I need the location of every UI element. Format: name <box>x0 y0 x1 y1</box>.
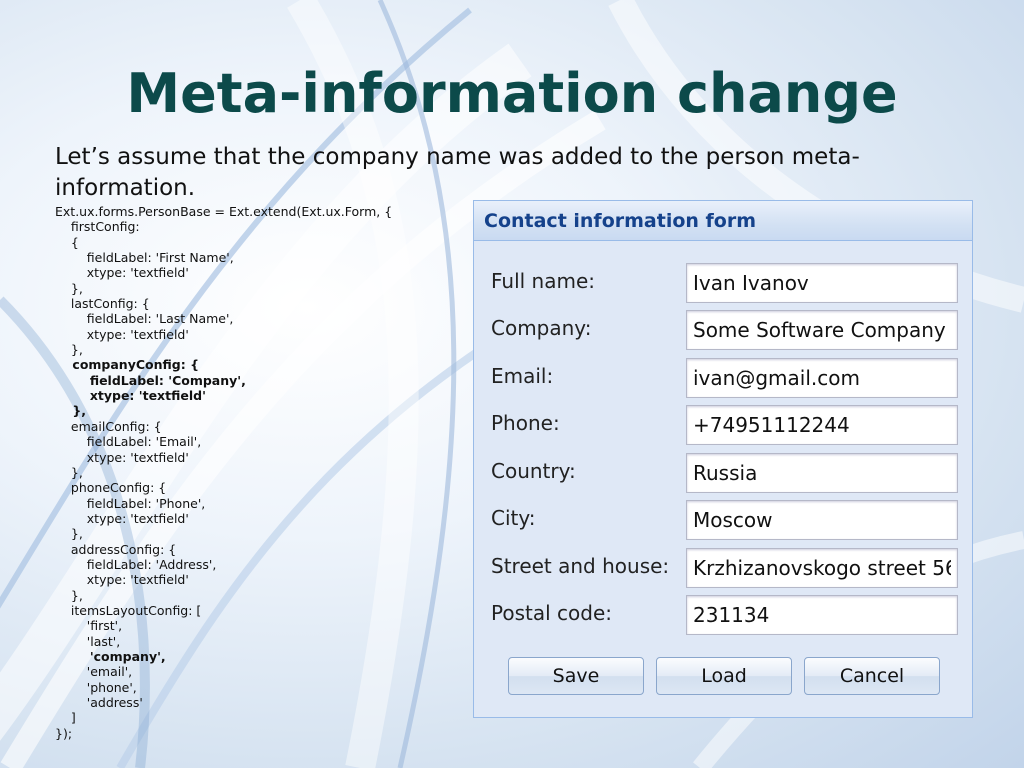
slide-subtitle: Let’s assume that the company name was added to the person meta-information. <box>55 144 860 201</box>
slide-title: Meta-information change <box>126 62 898 125</box>
code-line: 'address' <box>55 695 143 710</box>
code-line: 'company', <box>55 648 166 664</box>
code-line: xtype: 'textfield' <box>55 510 189 526</box>
company-field[interactable] <box>686 310 958 350</box>
code-line: fieldLabel: 'Address', <box>55 556 217 572</box>
code-line: xtype: 'textfield' <box>55 326 189 342</box>
code-line: emailConfig: { <box>55 418 162 434</box>
form-header <box>474 201 972 241</box>
code-line: }, <box>55 526 83 542</box>
field-label: Company: <box>491 316 592 340</box>
form-row-phone <box>474 405 974 445</box>
code-line: }, <box>55 464 83 480</box>
field-label: Street and house: <box>491 554 670 578</box>
form-row-city <box>474 500 974 540</box>
form-row-street <box>474 548 974 588</box>
street-and-house-field[interactable] <box>686 548 958 588</box>
field-label: Full name: <box>491 269 596 293</box>
field-label: Email: <box>491 364 554 388</box>
save-button[interactable]: Save <box>508 657 644 695</box>
form-row-postal-code <box>474 595 974 635</box>
code-line: 'phone', <box>55 679 137 695</box>
code-line: addressConfig: { <box>55 541 177 557</box>
code-line: Ext.ux.forms.PersonBase = Ext.extend(Ext.ux.Form, { <box>55 204 393 219</box>
field-label: Country: <box>491 459 576 483</box>
code-line: fieldLabel: 'Phone', <box>55 495 206 511</box>
code-line: itemsLayoutConfig: [ <box>55 602 202 618</box>
form-title: Contact information form <box>484 209 757 232</box>
code-line: lastConfig: { <box>55 296 150 312</box>
phone-field[interactable] <box>686 405 958 445</box>
postal-code-field[interactable] <box>686 595 958 635</box>
full-name-field[interactable] <box>686 263 958 303</box>
code-line: }, <box>55 280 83 296</box>
code-line: { <box>55 234 79 250</box>
code-line: 'first', <box>55 618 123 634</box>
code-line: 'email', <box>55 664 133 680</box>
form-row-country <box>474 453 974 493</box>
contact-form-window <box>473 200 973 718</box>
code-line: phoneConfig: { <box>55 480 167 496</box>
cancel-button[interactable]: Cancel <box>804 657 940 695</box>
form-row-full-name <box>474 263 974 303</box>
country-field[interactable] <box>686 453 958 493</box>
city-field[interactable] <box>686 500 958 540</box>
field-label: Phone: <box>491 411 560 435</box>
code-line: companyConfig: { <box>55 357 199 373</box>
code-line: xtype: 'textfield' <box>55 265 189 281</box>
field-label: Postal code: <box>491 601 612 625</box>
load-button[interactable]: Load <box>656 657 792 695</box>
email-field[interactable] <box>686 358 958 398</box>
code-line: xtype: 'textfield' <box>55 388 206 404</box>
code-line: fieldLabel: 'First Name', <box>55 250 234 266</box>
code-line: }, <box>55 403 87 419</box>
form-row-company <box>474 310 974 350</box>
code-line: 'last', <box>55 633 121 649</box>
code-line: xtype: 'textfield' <box>55 449 189 465</box>
code-line: firstConfig: <box>55 219 140 235</box>
code-line: fieldLabel: 'Company', <box>55 372 246 388</box>
code-line: ] <box>55 710 76 726</box>
code-line: fieldLabel: 'Last Name', <box>55 311 234 327</box>
code-line: }, <box>55 342 83 358</box>
field-label: City: <box>491 506 536 530</box>
code-line: xtype: 'textfield' <box>55 572 189 588</box>
code-line: fieldLabel: 'Email', <box>55 434 202 450</box>
code-line: }, <box>55 587 83 603</box>
code-listing <box>55 204 435 741</box>
form-row-email <box>474 358 974 398</box>
code-line: }); <box>55 725 73 741</box>
